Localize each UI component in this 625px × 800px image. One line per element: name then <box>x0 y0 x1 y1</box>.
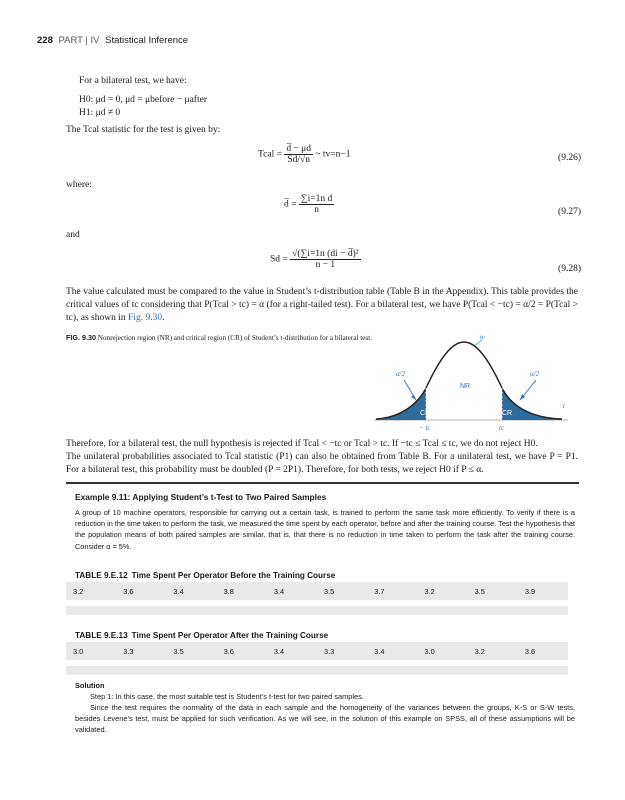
table-row-blank <box>66 666 568 675</box>
eq927-number: (9.27) <box>558 207 581 217</box>
table-cell: 3.5 <box>173 646 184 656</box>
table-row-blank <box>66 606 568 615</box>
paragraph-probabilities: The unilateral probabilities associated to Tcal statistic (P1) can also be obtained from Table B. For a unilateral test, we have P = P1. For a bilateral test, this probability must be doubled (P = 2P1). Therefore, for both tests, we reject H0 if P ≤ α. <box>66 452 578 475</box>
table-cell: 3.4 <box>173 586 184 596</box>
figure-caption-text: Nonrejection region (NR) and critical region (CR) of Student’s t-distribution for a bilateral test. <box>97 334 373 342</box>
table-cell: 3.5 <box>324 586 335 596</box>
and-text: and <box>66 230 80 240</box>
running-header <box>37 35 188 46</box>
paragraph-rejection-rule: Therefore, for a bilateral test, the null hypothesis is rejected if Tcal < −tc or Tcal > tc. If −tc ≤ Tcal ≤ tc, we do not reject H0. <box>66 439 538 449</box>
alpha-left-label: α/2 <box>396 370 406 378</box>
example-body: A group of 10 machine operators, responsible for carrying out a certain task, is trained to perform the same task more efficiently. To verify if there is a reduction in the time taken to perform the task, we measured the time spent by each operator, before and after the training course. Test the hypothesis that the population means of both paired samples are similar, that is, that there is no reduction in time taken to perform the task after the training course. Consider α = 5%. <box>75 508 575 551</box>
figure-link[interactable]: Fig. 9.30 <box>128 312 163 323</box>
table-cell: 3.3 <box>324 646 335 656</box>
table-cell: 3.2 <box>73 586 84 596</box>
eq926-numerator: d̅ − μd <box>286 144 312 154</box>
page-number: 228 <box>37 35 53 46</box>
eq928-lhs: Sd = <box>270 254 288 265</box>
cr-left-label: CR <box>420 410 431 417</box>
nr-label: NR <box>460 383 471 390</box>
tcal-intro: The Tcal statistic for the test is given by: <box>66 125 221 135</box>
table-cell: 3.4 <box>273 586 285 596</box>
solution-step1: Step 1: In this case, the most suitable test is Student’s t-test for two paired samples. <box>90 692 364 701</box>
table2-label: TABLE 9.E.13 <box>75 631 128 640</box>
table-cell: 3.5 <box>474 586 485 596</box>
table-cell: 3.7 <box>374 586 385 596</box>
neg-tc-label: − tc <box>419 424 431 432</box>
eq928-number: (9.28) <box>558 264 581 274</box>
header-title: Statistical Inference <box>105 35 189 46</box>
table-cell: 3.6 <box>123 586 134 596</box>
eq927-denominator: n <box>314 205 319 215</box>
intro-text: For a bilateral test, we have: <box>79 76 187 86</box>
hypothesis-h0: H0: μd = 0, μd = μbefore − μafter <box>79 95 207 105</box>
solution-body: Since the test requires the normality of the data in each sample and the homogeneity of the variances between the groups, K-S or S-W tests, besides Levene’s test, must be applied for such verification. As we will see, in the solution of this example on SPSS, all of these assumptions will be validated. <box>75 703 575 735</box>
table1-title: TABLE 9.E.12 Time Spent Per Operator Before the Training Course <box>75 571 336 580</box>
equation-9-28 <box>270 249 361 270</box>
tc-label: tc <box>499 424 505 432</box>
critical-region-left <box>376 388 426 420</box>
eq926-lhs: Tcal = <box>258 149 282 160</box>
eq927-lhs: d̅ = <box>284 199 297 210</box>
part-label: PART | IV <box>58 35 100 46</box>
eq928-numerator: √(∑i=1n (di − d̅)² <box>292 249 359 259</box>
cr-right-label: CR <box>502 410 513 417</box>
table-cell: 3.2 <box>474 646 485 656</box>
table-cell: 3.6 <box>524 646 536 656</box>
table1-label: TABLE 9.E.12 <box>75 571 128 580</box>
table-row <box>66 642 568 660</box>
eq927-numerator: ∑i=1n d <box>300 194 333 204</box>
table-cell: 3.8 <box>223 586 234 596</box>
table1 <box>66 582 568 615</box>
eq926-rhs: ~ tv=n−1 <box>315 149 351 160</box>
tv-label: tv <box>480 334 485 341</box>
figure-caption <box>66 333 376 343</box>
table2 <box>66 642 568 675</box>
equation-9-26 <box>258 144 351 165</box>
table-cell: 3.0 <box>424 646 435 656</box>
t-distribution-figure <box>370 330 580 435</box>
hypothesis-h1: H1: μd ≠ 0 <box>79 108 121 118</box>
table-cell: 3.4 <box>374 646 385 656</box>
where-text: where: <box>66 180 92 190</box>
table-cell: 3.0 <box>73 646 84 656</box>
table-cell: 3.9 <box>524 586 536 596</box>
paragraph-critical-values: The value calculated must be compared to the value in Student’s t-distribution table (Table B in the Appendix). This table provides the critical values of tc considering that P(Tcal > tc) = α (for a right-tailed test). For a bilateral test, we have P(Tcal < −tc) = α/2 = P(Tcal > tc), as shown in Fig. 9.30. <box>66 287 578 323</box>
solution-heading: Solution <box>75 681 105 690</box>
example-title: Example 9.11: Applying Student’s t-Test to Two Paired Samples <box>75 492 327 502</box>
eq926-number: (9.26) <box>558 153 581 163</box>
table-cell: 3.3 <box>123 646 134 656</box>
table-cell: 3.2 <box>424 586 435 596</box>
figure-caption-label: FIG. 9.30 <box>66 333 96 342</box>
table-row <box>66 582 568 600</box>
equation-9-27 <box>284 194 334 215</box>
table-cell: 3.6 <box>223 646 234 656</box>
table-cell: 3.4 <box>273 646 285 656</box>
table2-title: TABLE 9.E.13 Time Spent Per Operator After the Training Course <box>75 631 329 640</box>
t-axis-label: t <box>563 402 565 410</box>
eq926-denominator: Sd/√n <box>287 155 310 165</box>
alpha-right-label: α/2 <box>530 370 540 378</box>
eq928-denominator: n − 1 <box>315 260 336 270</box>
example-top-rule <box>66 482 579 484</box>
